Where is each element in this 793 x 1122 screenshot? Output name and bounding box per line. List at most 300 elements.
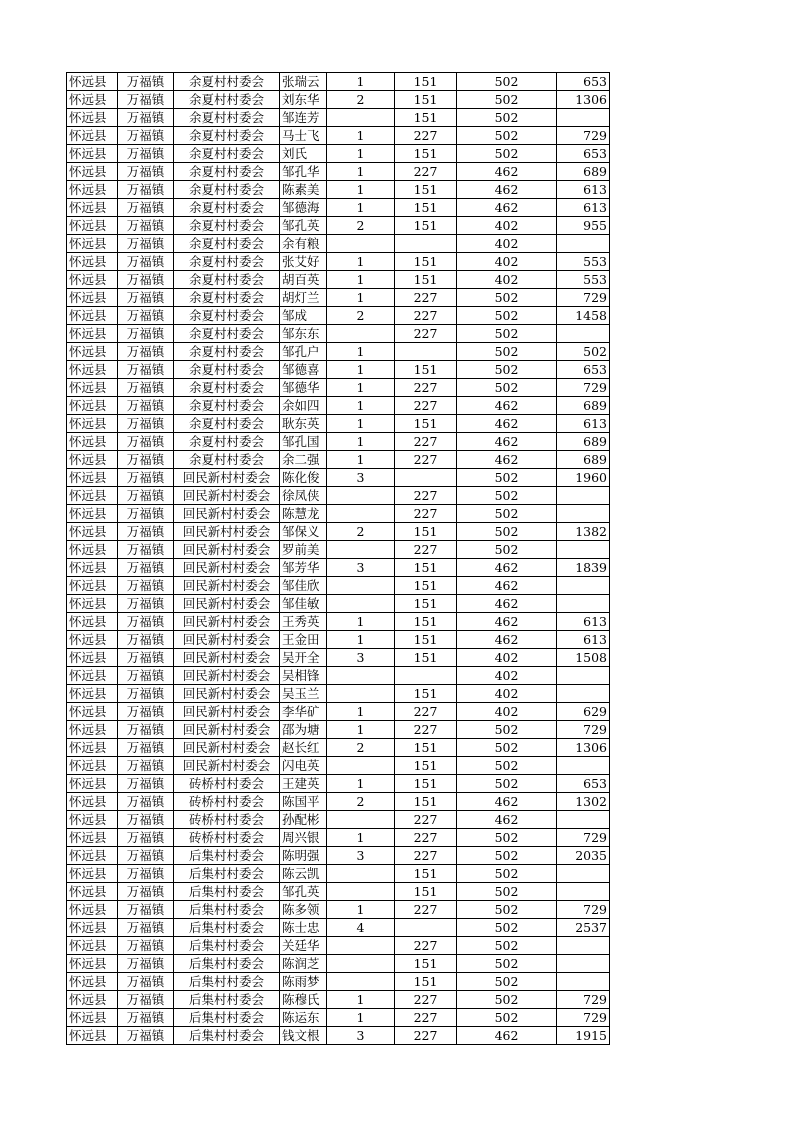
table-row bbox=[67, 343, 610, 361]
table-row bbox=[67, 883, 610, 901]
table-row bbox=[67, 901, 610, 919]
name-cell: 陈多领 bbox=[280, 901, 327, 919]
value-a-cell bbox=[395, 919, 457, 937]
name-cell: 徐凤侠 bbox=[280, 487, 327, 505]
total-cell: 729 bbox=[557, 829, 610, 847]
count-cell: 2 bbox=[327, 91, 395, 109]
total-cell: 729 bbox=[557, 991, 610, 1009]
town-cell: 万福镇 bbox=[118, 235, 174, 253]
town-cell: 万福镇 bbox=[118, 505, 174, 523]
town-cell: 万福镇 bbox=[118, 955, 174, 973]
value-a-cell: 151 bbox=[395, 415, 457, 433]
total-cell: 689 bbox=[557, 397, 610, 415]
county-cell: 怀远县 bbox=[67, 685, 118, 703]
value-b-cell: 462 bbox=[457, 559, 557, 577]
county-cell: 怀远县 bbox=[67, 739, 118, 757]
village-committee-cell: 回民新村村委会 bbox=[174, 721, 280, 739]
county-cell: 怀远县 bbox=[67, 451, 118, 469]
value-a-cell bbox=[395, 469, 457, 487]
value-a-cell: 151 bbox=[395, 739, 457, 757]
value-a-cell: 227 bbox=[395, 1027, 457, 1045]
total-cell: 729 bbox=[557, 721, 610, 739]
total-cell: 729 bbox=[557, 289, 610, 307]
total-cell: 1458 bbox=[557, 307, 610, 325]
village-committee-cell: 余夏村村委会 bbox=[174, 415, 280, 433]
value-a-cell: 151 bbox=[395, 181, 457, 199]
value-b-cell: 462 bbox=[457, 163, 557, 181]
county-cell: 怀远县 bbox=[67, 505, 118, 523]
count-cell: 1 bbox=[327, 433, 395, 451]
value-a-cell: 227 bbox=[395, 901, 457, 919]
table-row bbox=[67, 523, 610, 541]
table-row bbox=[67, 415, 610, 433]
village-committee-cell: 余夏村村委会 bbox=[174, 217, 280, 235]
village-committee-cell: 余夏村村委会 bbox=[174, 397, 280, 415]
total-cell: 1915 bbox=[557, 1027, 610, 1045]
value-b-cell: 502 bbox=[457, 829, 557, 847]
village-committee-cell: 余夏村村委会 bbox=[174, 109, 280, 127]
value-b-cell: 502 bbox=[457, 523, 557, 541]
total-cell: 629 bbox=[557, 703, 610, 721]
value-a-cell: 151 bbox=[395, 757, 457, 775]
county-cell: 怀远县 bbox=[67, 307, 118, 325]
value-b-cell: 502 bbox=[457, 775, 557, 793]
county-cell: 怀远县 bbox=[67, 235, 118, 253]
count-cell: 3 bbox=[327, 1027, 395, 1045]
value-a-cell: 151 bbox=[395, 109, 457, 127]
value-b-cell: 502 bbox=[457, 541, 557, 559]
count-cell: 4 bbox=[327, 919, 395, 937]
value-a-cell: 151 bbox=[395, 649, 457, 667]
value-b-cell: 402 bbox=[457, 217, 557, 235]
total-cell bbox=[557, 577, 610, 595]
county-cell: 怀远县 bbox=[67, 973, 118, 991]
value-b-cell: 462 bbox=[457, 1027, 557, 1045]
town-cell: 万福镇 bbox=[118, 595, 174, 613]
count-cell: 1 bbox=[327, 1009, 395, 1027]
value-a-cell: 151 bbox=[395, 361, 457, 379]
town-cell: 万福镇 bbox=[118, 253, 174, 271]
name-cell: 闪电英 bbox=[280, 757, 327, 775]
table-row bbox=[67, 487, 610, 505]
total-cell: 553 bbox=[557, 271, 610, 289]
table-row bbox=[67, 757, 610, 775]
name-cell: 邹德华 bbox=[280, 379, 327, 397]
town-cell: 万福镇 bbox=[118, 901, 174, 919]
total-cell bbox=[557, 505, 610, 523]
count-cell: 1 bbox=[327, 991, 395, 1009]
town-cell: 万福镇 bbox=[118, 883, 174, 901]
total-cell: 729 bbox=[557, 1009, 610, 1027]
value-b-cell: 402 bbox=[457, 667, 557, 685]
village-committee-cell: 回民新村村委会 bbox=[174, 685, 280, 703]
village-committee-cell: 砖桥村村委会 bbox=[174, 775, 280, 793]
county-cell: 怀远县 bbox=[67, 181, 118, 199]
name-cell: 陈明强 bbox=[280, 847, 327, 865]
name-cell: 邹德海 bbox=[280, 199, 327, 217]
value-b-cell: 502 bbox=[457, 469, 557, 487]
value-b-cell: 502 bbox=[457, 847, 557, 865]
county-cell: 怀远县 bbox=[67, 325, 118, 343]
value-b-cell: 402 bbox=[457, 271, 557, 289]
count-cell: 1 bbox=[327, 613, 395, 631]
value-b-cell: 462 bbox=[457, 613, 557, 631]
table-body bbox=[67, 73, 610, 1045]
value-b-cell: 462 bbox=[457, 433, 557, 451]
town-cell: 万福镇 bbox=[118, 703, 174, 721]
village-committee-cell: 后集村村委会 bbox=[174, 991, 280, 1009]
value-b-cell: 502 bbox=[457, 379, 557, 397]
name-cell: 胡灯兰 bbox=[280, 289, 327, 307]
value-a-cell: 227 bbox=[395, 451, 457, 469]
town-cell: 万福镇 bbox=[118, 919, 174, 937]
name-cell: 邹孔华 bbox=[280, 163, 327, 181]
value-b-cell: 462 bbox=[457, 811, 557, 829]
total-cell: 689 bbox=[557, 163, 610, 181]
total-cell bbox=[557, 937, 610, 955]
name-cell: 邹东东 bbox=[280, 325, 327, 343]
value-b-cell: 502 bbox=[457, 937, 557, 955]
count-cell: 1 bbox=[327, 415, 395, 433]
name-cell: 余二强 bbox=[280, 451, 327, 469]
county-cell: 怀远县 bbox=[67, 469, 118, 487]
name-cell: 邹孔英 bbox=[280, 217, 327, 235]
town-cell: 万福镇 bbox=[118, 667, 174, 685]
value-b-cell: 502 bbox=[457, 325, 557, 343]
county-cell: 怀远县 bbox=[67, 865, 118, 883]
village-committee-cell: 回民新村村委会 bbox=[174, 595, 280, 613]
village-committee-cell: 余夏村村委会 bbox=[174, 253, 280, 271]
county-cell: 怀远县 bbox=[67, 397, 118, 415]
name-cell: 胡百英 bbox=[280, 271, 327, 289]
count-cell bbox=[327, 955, 395, 973]
value-a-cell bbox=[395, 667, 457, 685]
county-cell: 怀远县 bbox=[67, 577, 118, 595]
county-cell: 怀远县 bbox=[67, 127, 118, 145]
value-b-cell: 462 bbox=[457, 199, 557, 217]
town-cell: 万福镇 bbox=[118, 469, 174, 487]
town-cell: 万福镇 bbox=[118, 415, 174, 433]
table-row bbox=[67, 955, 610, 973]
county-cell: 怀远县 bbox=[67, 415, 118, 433]
total-cell: 729 bbox=[557, 379, 610, 397]
count-cell: 3 bbox=[327, 847, 395, 865]
village-committee-cell: 余夏村村委会 bbox=[174, 379, 280, 397]
value-a-cell: 151 bbox=[395, 775, 457, 793]
village-committee-cell: 砖桥村村委会 bbox=[174, 829, 280, 847]
name-cell: 耿东英 bbox=[280, 415, 327, 433]
village-committee-cell: 回民新村村委会 bbox=[174, 613, 280, 631]
value-a-cell: 151 bbox=[395, 631, 457, 649]
name-cell: 刘氏 bbox=[280, 145, 327, 163]
value-b-cell: 402 bbox=[457, 235, 557, 253]
table-row bbox=[67, 91, 610, 109]
town-cell: 万福镇 bbox=[118, 91, 174, 109]
county-cell: 怀远县 bbox=[67, 361, 118, 379]
value-b-cell: 402 bbox=[457, 649, 557, 667]
total-cell: 553 bbox=[557, 253, 610, 271]
value-b-cell: 502 bbox=[457, 991, 557, 1009]
value-a-cell: 227 bbox=[395, 397, 457, 415]
name-cell: 陈雨梦 bbox=[280, 973, 327, 991]
table-row bbox=[67, 163, 610, 181]
county-cell: 怀远县 bbox=[67, 523, 118, 541]
town-cell: 万福镇 bbox=[118, 1009, 174, 1027]
count-cell: 1 bbox=[327, 181, 395, 199]
county-cell: 怀远县 bbox=[67, 217, 118, 235]
village-committee-cell: 回民新村村委会 bbox=[174, 523, 280, 541]
name-cell: 陈士忠 bbox=[280, 919, 327, 937]
village-committee-cell: 余夏村村委会 bbox=[174, 361, 280, 379]
name-cell: 刘东华 bbox=[280, 91, 327, 109]
count-cell: 1 bbox=[327, 145, 395, 163]
total-cell: 653 bbox=[557, 775, 610, 793]
count-cell: 1 bbox=[327, 127, 395, 145]
county-cell: 怀远县 bbox=[67, 487, 118, 505]
town-cell: 万福镇 bbox=[118, 451, 174, 469]
table-row bbox=[67, 181, 610, 199]
name-cell: 孙配彬 bbox=[280, 811, 327, 829]
town-cell: 万福镇 bbox=[118, 289, 174, 307]
town-cell: 万福镇 bbox=[118, 145, 174, 163]
value-a-cell: 227 bbox=[395, 433, 457, 451]
value-a-cell: 151 bbox=[395, 523, 457, 541]
total-cell bbox=[557, 595, 610, 613]
village-committee-cell: 余夏村村委会 bbox=[174, 343, 280, 361]
value-b-cell: 462 bbox=[457, 451, 557, 469]
town-cell: 万福镇 bbox=[118, 271, 174, 289]
town-cell: 万福镇 bbox=[118, 343, 174, 361]
town-cell: 万福镇 bbox=[118, 991, 174, 1009]
total-cell: 729 bbox=[557, 127, 610, 145]
total-cell: 613 bbox=[557, 415, 610, 433]
total-cell: 689 bbox=[557, 433, 610, 451]
count-cell: 1 bbox=[327, 397, 395, 415]
county-cell: 怀远县 bbox=[67, 199, 118, 217]
table-row bbox=[67, 991, 610, 1009]
village-committee-cell: 余夏村村委会 bbox=[174, 271, 280, 289]
count-cell bbox=[327, 505, 395, 523]
town-cell: 万福镇 bbox=[118, 487, 174, 505]
name-cell: 吴玉兰 bbox=[280, 685, 327, 703]
count-cell: 3 bbox=[327, 649, 395, 667]
value-a-cell: 151 bbox=[395, 73, 457, 91]
name-cell: 吴开全 bbox=[280, 649, 327, 667]
count-cell: 1 bbox=[327, 829, 395, 847]
town-cell: 万福镇 bbox=[118, 811, 174, 829]
value-a-cell: 227 bbox=[395, 991, 457, 1009]
table-row bbox=[67, 397, 610, 415]
name-cell: 陈慧龙 bbox=[280, 505, 327, 523]
total-cell: 613 bbox=[557, 613, 610, 631]
county-cell: 怀远县 bbox=[67, 811, 118, 829]
value-b-cell: 502 bbox=[457, 883, 557, 901]
table-row bbox=[67, 433, 610, 451]
total-cell: 502 bbox=[557, 343, 610, 361]
county-cell: 怀远县 bbox=[67, 271, 118, 289]
county-cell: 怀远县 bbox=[67, 829, 118, 847]
town-cell: 万福镇 bbox=[118, 199, 174, 217]
name-cell: 王秀英 bbox=[280, 613, 327, 631]
town-cell: 万福镇 bbox=[118, 163, 174, 181]
count-cell bbox=[327, 577, 395, 595]
total-cell: 2537 bbox=[557, 919, 610, 937]
table-row bbox=[67, 739, 610, 757]
table-row bbox=[67, 667, 610, 685]
village-committee-cell: 回民新村村委会 bbox=[174, 577, 280, 595]
name-cell: 邹佳敏 bbox=[280, 595, 327, 613]
value-b-cell: 402 bbox=[457, 253, 557, 271]
town-cell: 万福镇 bbox=[118, 217, 174, 235]
total-cell bbox=[557, 685, 610, 703]
total-cell bbox=[557, 865, 610, 883]
table-row bbox=[67, 307, 610, 325]
town-cell: 万福镇 bbox=[118, 379, 174, 397]
total-cell: 1306 bbox=[557, 739, 610, 757]
name-cell: 邹连芳 bbox=[280, 109, 327, 127]
table-row bbox=[67, 559, 610, 577]
count-cell: 1 bbox=[327, 73, 395, 91]
value-a-cell: 227 bbox=[395, 325, 457, 343]
value-b-cell: 502 bbox=[457, 901, 557, 919]
table-row bbox=[67, 829, 610, 847]
county-cell: 怀远县 bbox=[67, 91, 118, 109]
count-cell: 1 bbox=[327, 253, 395, 271]
total-cell bbox=[557, 541, 610, 559]
value-a-cell: 227 bbox=[395, 703, 457, 721]
total-cell bbox=[557, 109, 610, 127]
value-a-cell: 227 bbox=[395, 307, 457, 325]
value-b-cell: 502 bbox=[457, 91, 557, 109]
value-b-cell: 462 bbox=[457, 397, 557, 415]
value-b-cell: 502 bbox=[457, 505, 557, 523]
town-cell: 万福镇 bbox=[118, 127, 174, 145]
count-cell: 2 bbox=[327, 217, 395, 235]
table-row bbox=[67, 1027, 610, 1045]
village-committee-cell: 后集村村委会 bbox=[174, 919, 280, 937]
village-committee-cell: 后集村村委会 bbox=[174, 883, 280, 901]
count-cell: 1 bbox=[327, 901, 395, 919]
count-cell bbox=[327, 667, 395, 685]
town-cell: 万福镇 bbox=[118, 613, 174, 631]
total-cell bbox=[557, 667, 610, 685]
county-cell: 怀远县 bbox=[67, 1027, 118, 1045]
value-b-cell: 402 bbox=[457, 685, 557, 703]
name-cell: 陈国平 bbox=[280, 793, 327, 811]
town-cell: 万福镇 bbox=[118, 523, 174, 541]
county-cell: 怀远县 bbox=[67, 1009, 118, 1027]
county-cell: 怀远县 bbox=[67, 631, 118, 649]
total-cell bbox=[557, 811, 610, 829]
county-cell: 怀远县 bbox=[67, 253, 118, 271]
total-cell: 1306 bbox=[557, 91, 610, 109]
table-row bbox=[67, 451, 610, 469]
name-cell: 吴相锋 bbox=[280, 667, 327, 685]
village-committee-cell: 回民新村村委会 bbox=[174, 667, 280, 685]
count-cell: 1 bbox=[327, 703, 395, 721]
count-cell: 2 bbox=[327, 307, 395, 325]
county-cell: 怀远县 bbox=[67, 289, 118, 307]
count-cell: 3 bbox=[327, 559, 395, 577]
value-a-cell bbox=[395, 235, 457, 253]
town-cell: 万福镇 bbox=[118, 577, 174, 595]
value-b-cell: 502 bbox=[457, 109, 557, 127]
village-committee-cell: 后集村村委会 bbox=[174, 901, 280, 919]
name-cell: 张艾好 bbox=[280, 253, 327, 271]
total-cell: 1302 bbox=[557, 793, 610, 811]
value-a-cell: 151 bbox=[395, 577, 457, 595]
village-committee-cell: 后集村村委会 bbox=[174, 955, 280, 973]
value-a-cell: 227 bbox=[395, 289, 457, 307]
town-cell: 万福镇 bbox=[118, 793, 174, 811]
table-row bbox=[67, 937, 610, 955]
name-cell: 赵长红 bbox=[280, 739, 327, 757]
value-a-cell: 151 bbox=[395, 199, 457, 217]
value-a-cell: 151 bbox=[395, 559, 457, 577]
value-a-cell: 227 bbox=[395, 811, 457, 829]
name-cell: 邹成 bbox=[280, 307, 327, 325]
table-row bbox=[67, 613, 610, 631]
village-committee-cell: 砖桥村村委会 bbox=[174, 793, 280, 811]
total-cell bbox=[557, 973, 610, 991]
value-b-cell: 502 bbox=[457, 487, 557, 505]
village-committee-cell: 回民新村村委会 bbox=[174, 505, 280, 523]
table-row bbox=[67, 253, 610, 271]
value-b-cell: 502 bbox=[457, 865, 557, 883]
name-cell: 罗前美 bbox=[280, 541, 327, 559]
count-cell: 1 bbox=[327, 721, 395, 739]
village-committee-cell: 余夏村村委会 bbox=[174, 451, 280, 469]
town-cell: 万福镇 bbox=[118, 433, 174, 451]
county-cell: 怀远县 bbox=[67, 991, 118, 1009]
name-cell: 邹保义 bbox=[280, 523, 327, 541]
table-row bbox=[67, 919, 610, 937]
town-cell: 万福镇 bbox=[118, 181, 174, 199]
total-cell bbox=[557, 325, 610, 343]
county-cell: 怀远县 bbox=[67, 343, 118, 361]
name-cell: 邵为塘 bbox=[280, 721, 327, 739]
village-committee-cell: 后集村村委会 bbox=[174, 847, 280, 865]
value-a-cell: 227 bbox=[395, 487, 457, 505]
value-b-cell: 502 bbox=[457, 361, 557, 379]
town-cell: 万福镇 bbox=[118, 685, 174, 703]
table-row bbox=[67, 1009, 610, 1027]
table-row bbox=[67, 109, 610, 127]
count-cell: 1 bbox=[327, 631, 395, 649]
name-cell: 邹德喜 bbox=[280, 361, 327, 379]
count-cell bbox=[327, 973, 395, 991]
total-cell: 653 bbox=[557, 73, 610, 91]
total-cell: 1508 bbox=[557, 649, 610, 667]
value-a-cell: 227 bbox=[395, 721, 457, 739]
county-cell: 怀远县 bbox=[67, 433, 118, 451]
table-row bbox=[67, 127, 610, 145]
name-cell: 邹孔英 bbox=[280, 883, 327, 901]
total-cell: 613 bbox=[557, 199, 610, 217]
town-cell: 万福镇 bbox=[118, 829, 174, 847]
town-cell: 万福镇 bbox=[118, 739, 174, 757]
count-cell: 1 bbox=[327, 163, 395, 181]
value-a-cell: 151 bbox=[395, 217, 457, 235]
town-cell: 万福镇 bbox=[118, 757, 174, 775]
village-committee-cell: 余夏村村委会 bbox=[174, 433, 280, 451]
town-cell: 万福镇 bbox=[118, 559, 174, 577]
total-cell: 613 bbox=[557, 181, 610, 199]
county-cell: 怀远县 bbox=[67, 73, 118, 91]
table-row bbox=[67, 361, 610, 379]
count-cell bbox=[327, 541, 395, 559]
count-cell bbox=[327, 595, 395, 613]
